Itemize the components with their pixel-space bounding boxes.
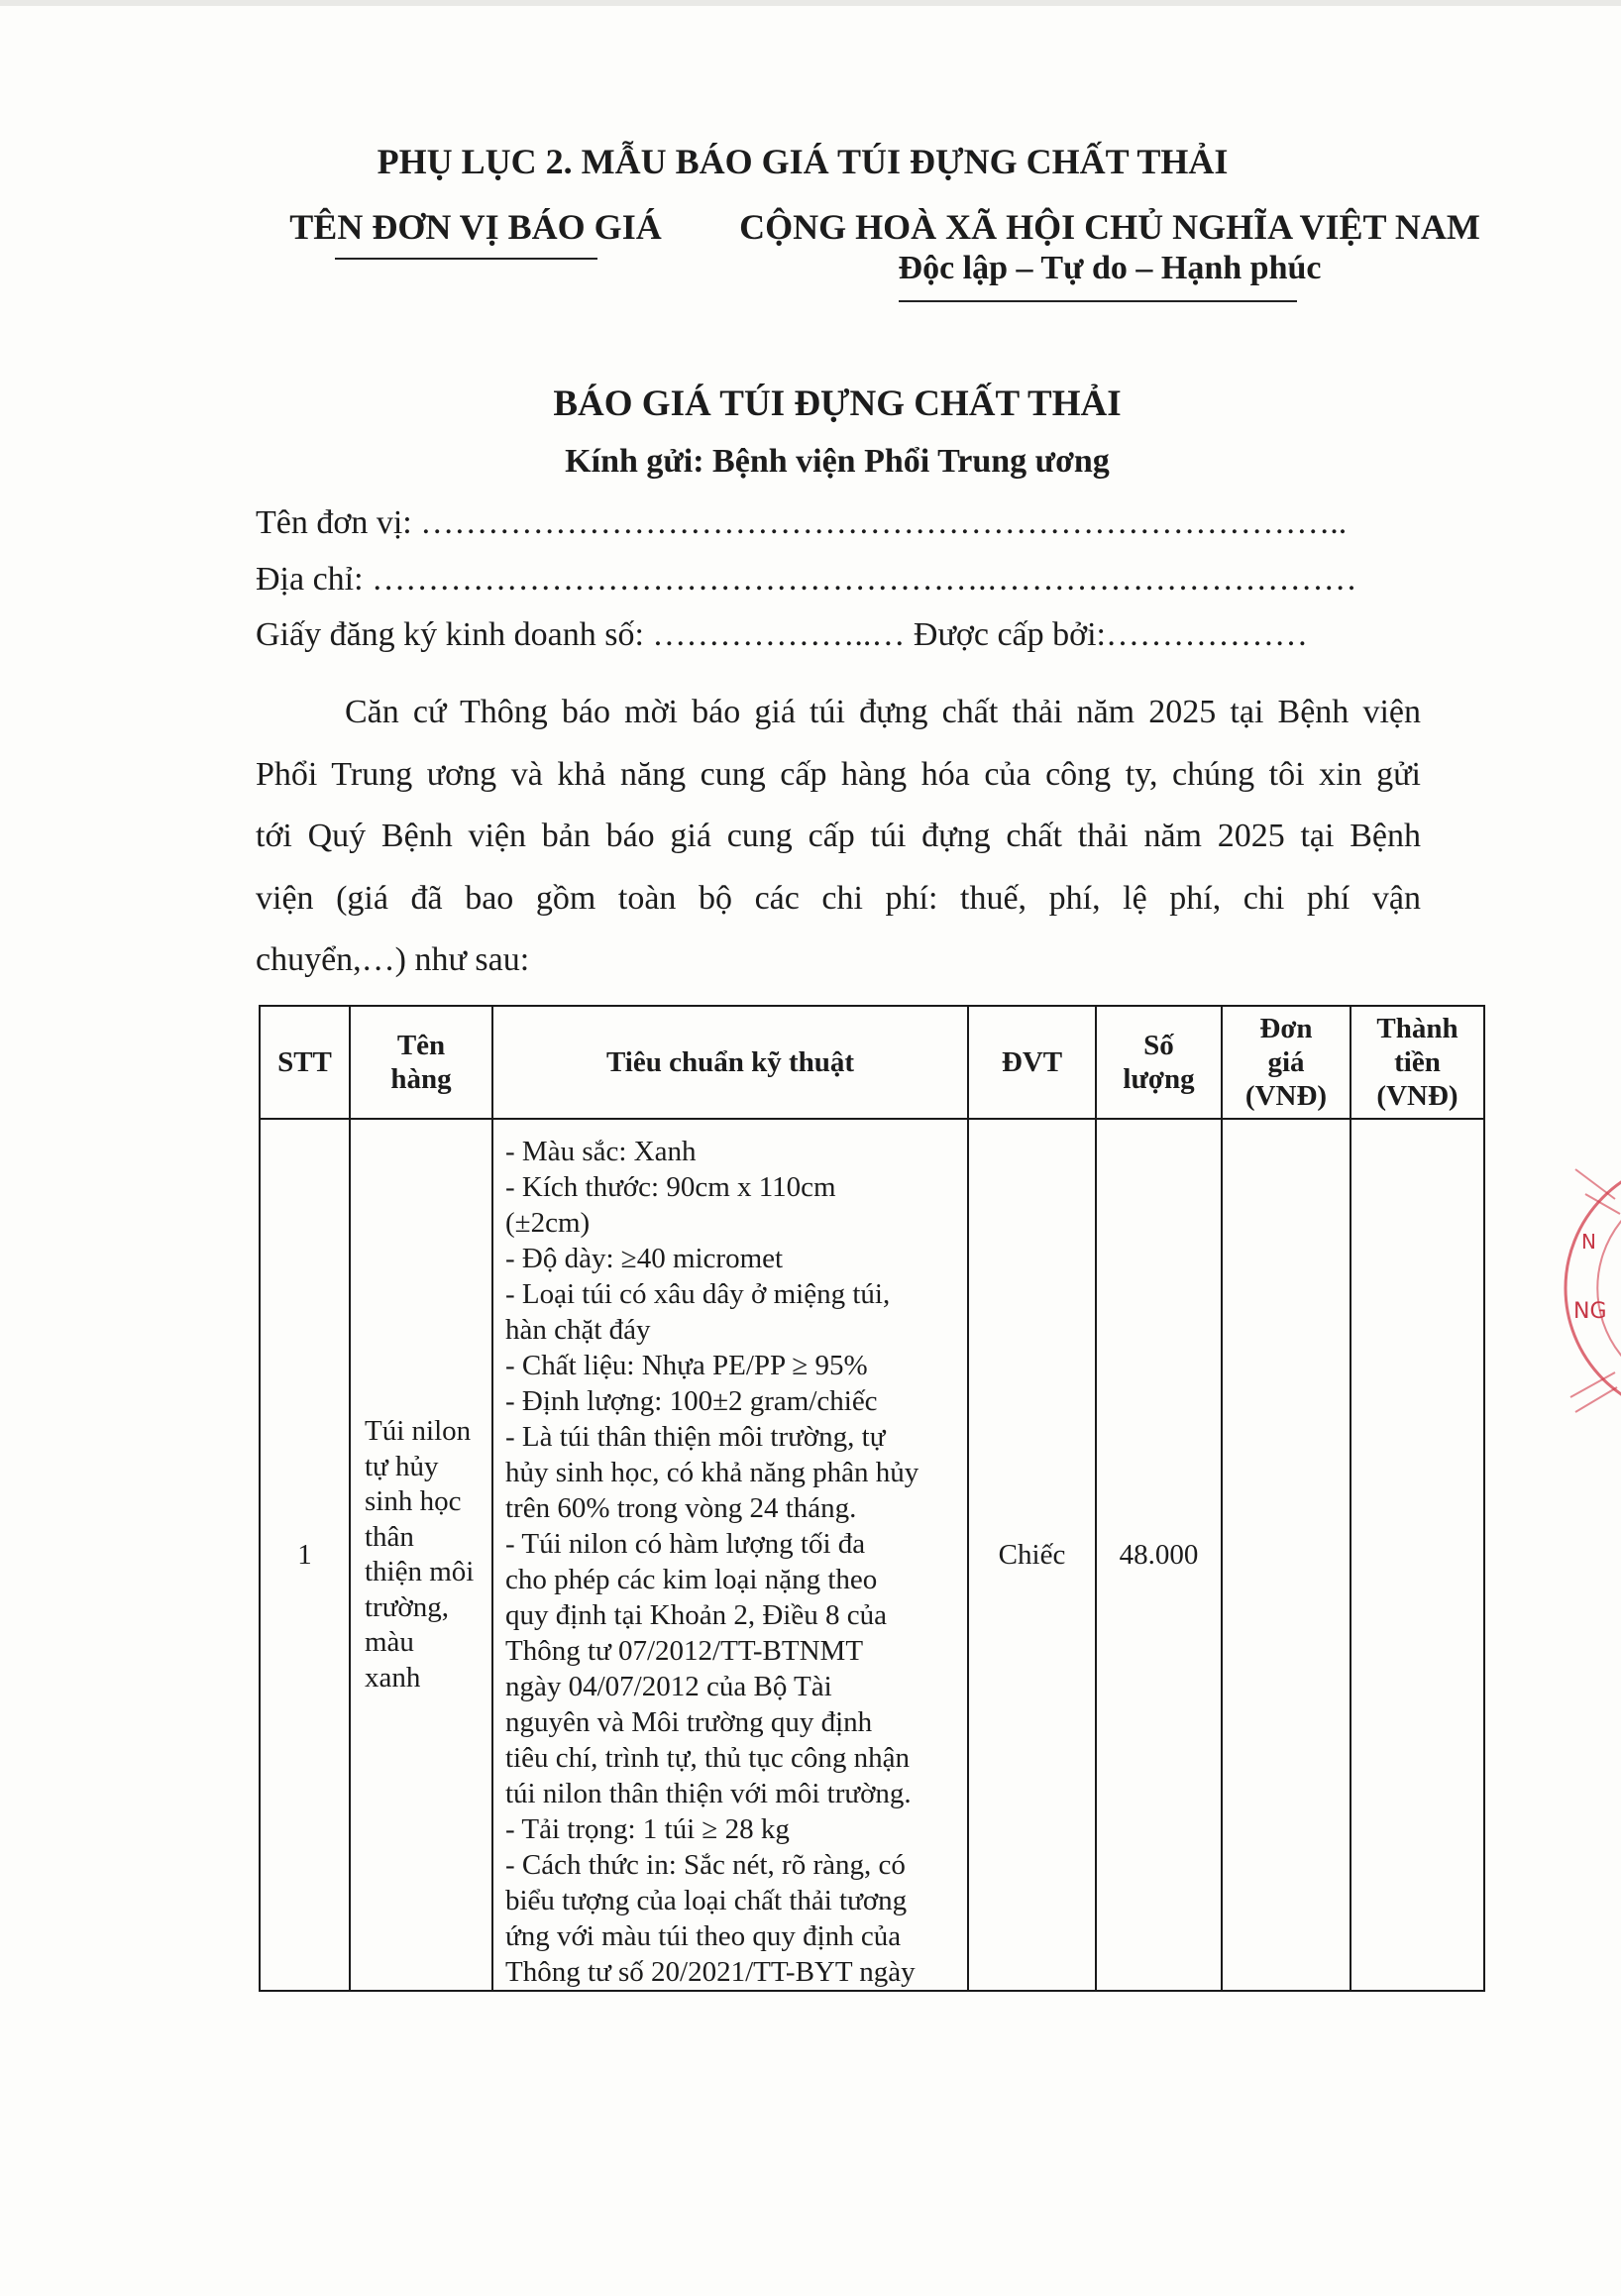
scan-edge (0, 0, 1621, 6)
svg-text:N: N (1581, 1230, 1596, 1254)
quoting-unit-name: TÊN ĐƠN VỊ BÁO GIÁ (289, 207, 662, 247)
row-item-name: Túi nilon tự hủy sinh học thân thiện môi trường, màu xanh (350, 1119, 492, 1991)
intro-line: chuyển,…) như sau: (256, 941, 530, 978)
row-stt: 1 (260, 1119, 350, 1991)
unit-name-underline (335, 258, 597, 260)
svg-text:NG: NG (1573, 1299, 1607, 1324)
quotation-table (259, 1005, 1485, 1992)
business-license-field: Giấy đăng ký kinh doanh số: ………………..… Được cấp bởi:……………… (256, 616, 1309, 653)
header-unit-price: Đơn giá (VNĐ) (1222, 1006, 1351, 1119)
intro-line: Phổi Trung ương và khả năng cung cấp hàng hóa của công ty, chúng tôi xin gửi (256, 755, 1421, 793)
recipient-line: Kính gửi: Bệnh viện Phổi Trung ương (565, 443, 1110, 480)
header-quantity: Số lượng (1096, 1006, 1222, 1119)
country-name: CỘNG HOÀ XÃ HỘI CHỦ NGHĨA VIỆT NAM (739, 207, 1480, 247)
intro-paragraph (256, 682, 1421, 992)
document-title: BÁO GIÁ TÚI ĐỰNG CHẤT THẢI (553, 383, 1122, 424)
appendix-title: PHỤ LỤC 2. MẪU BÁO GIÁ TÚI ĐỰNG CHẤT THẢI (377, 142, 1229, 181)
header-total: Thành tiền (VNĐ) (1351, 1006, 1484, 1119)
table-header-row (260, 1006, 1484, 1119)
header-unit: ĐVT (968, 1006, 1096, 1119)
intro-line: Căn cứ Thông báo mời báo giá túi đựng chất thải năm 2025 tại Bệnh viện (345, 694, 1421, 730)
row-unit: Chiếc (968, 1119, 1096, 1991)
header-item-name: Tên hàng (350, 1006, 492, 1119)
table-row (260, 1119, 1484, 1991)
address-field: Địa chỉ: ……………………………………………….…………………………… (256, 561, 1357, 598)
row-total (1351, 1119, 1484, 1991)
intro-line: tới Quý Bệnh viện bản báo giá cung cấp túi đựng chất thải năm 2025 tại Bệnh (256, 818, 1421, 854)
partial-red-stamp (1546, 1140, 1621, 1437)
header-stt: STT (260, 1006, 350, 1119)
motto-underline (899, 300, 1297, 302)
row-unit-price (1222, 1119, 1351, 1991)
intro-line: viện (giá đã bao gồm toàn bộ các chi phí: thuế, phí, lệ phí, chi phí vận (256, 879, 1421, 917)
header-technical-spec: Tiêu chuẩn kỹ thuật (492, 1006, 968, 1119)
row-technical-spec: - Màu sắc: Xanh - Kích thước: 90cm x 110cm (±2cm) - Độ dày: ≥40 micromet - Loại túi có xâu dây ở miệng túi, hàn chặt đáy - Chất liệu: Nhựa PE/PP ≥ 95% - Định lượng: 100±2 gram/chiếc - Là túi thân thiện môi trường, tự hủy sinh học, có khả năng phân hủy trên 60% trong vòng 24 tháng. - Túi nilon có hàm lượng tối đa cho phép các kim loại nặng theo quy định tại Khoản 2, Điều 8 của Thông tư 07/2012/TT-BTNMT ngày 04/07/2012 của Bộ Tài nguyên và Môi trường quy định tiêu chí, trình tự, thủ tục công nhận túi nilon thân thiện với môi trường. - Tải trọng: 1 túi ≥ 28 kg - Cách thức in: Sắc nét, rõ ràng, có biểu tượng của loại chất thải tương ứng với màu túi theo quy định của Thông tư số 20/2021/TT-BYT ngày (492, 1119, 968, 1991)
national-motto: Độc lập – Tự do – Hạnh phúc (898, 250, 1322, 286)
row-quantity: 48.000 (1096, 1119, 1222, 1991)
unit-name-field: Tên đơn vị: ……………………………………………………………………….. (256, 504, 1348, 541)
